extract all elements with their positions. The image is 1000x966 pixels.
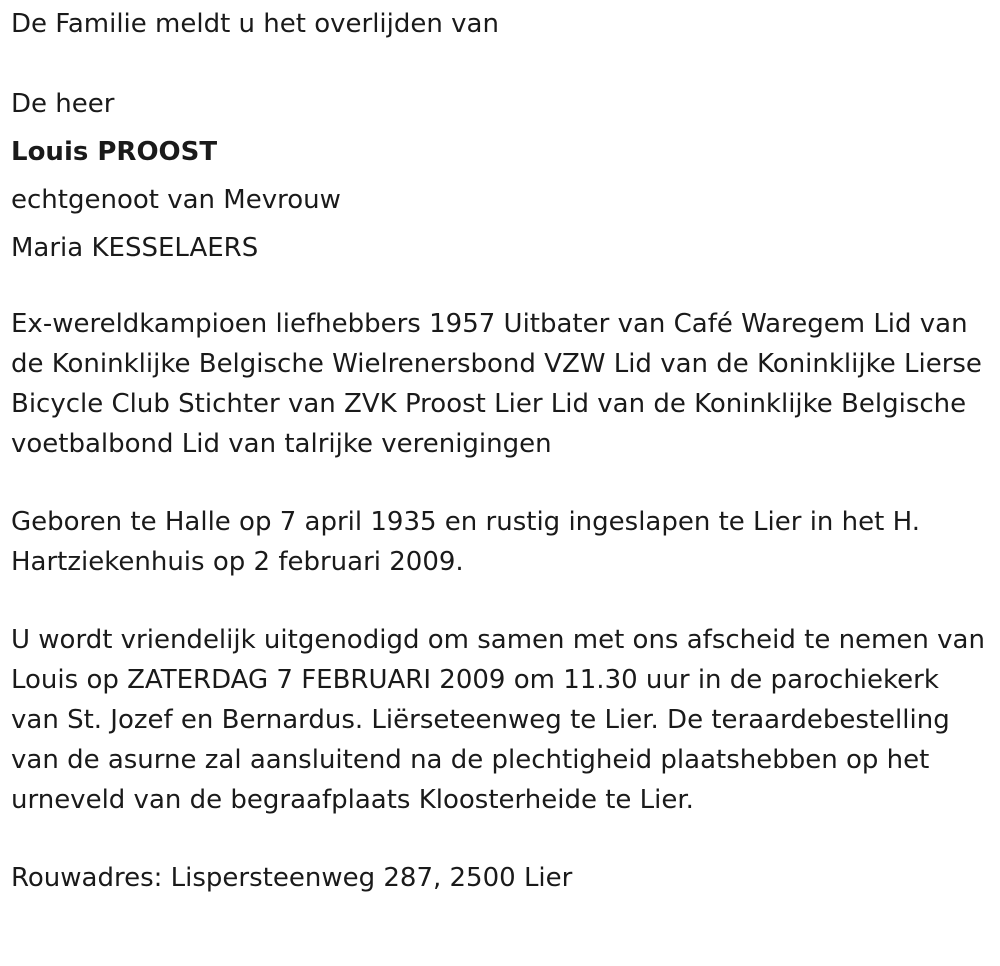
deceased-name: Louis PROOST xyxy=(11,137,218,167)
spacer xyxy=(11,48,991,80)
spacer xyxy=(11,820,991,858)
spacer xyxy=(11,464,991,502)
birth-death-paragraph: Geboren te Halle op 7 april 1935 en rustig ingeslapen te Lier in het H. Hartziekenhuis op 2 februari 2009. xyxy=(11,507,920,577)
spouse-name: Maria KESSELAERS xyxy=(11,233,259,263)
intro-text: De Familie meldt u het overlijden van xyxy=(11,9,499,39)
biography-paragraph: Ex-wereldkampioen liefhebbers 1957 Uitbater van Café Waregem Lid van de Koninklijke Belgische Wielrenersbond VZW Lid van de Koninklijke Lierse Bicycle Club Stichter van ZVK Proost Lier Lid van de Koninklijke Belgische voetbalbond Lid van talrijke verenigingen xyxy=(11,309,982,459)
ceremony-paragraph: U wordt vriendelijk uitgenodigd om samen met ons afscheid te nemen van Louis op ZATERDAG 7 FEBRUARI 2009 om 11.30 uur in de parochiekerk van St. Jozef en Bernardus. Liërseteenweg te Lier. De teraardebestelling van de asurne zal aansluitend na de plechtigheid plaatshebben op het urneveld van de begraafplaats Kloosterheide te Lier. xyxy=(11,625,985,815)
spacer xyxy=(11,582,991,620)
death-notice xyxy=(11,0,991,898)
salutation: De heer xyxy=(11,89,115,119)
relation-text: echtgenoot van Mevrouw xyxy=(11,185,341,215)
spacer xyxy=(11,272,991,304)
mourning-address: Rouwadres: Lispersteenweg 287, 2500 Lier xyxy=(11,863,573,893)
